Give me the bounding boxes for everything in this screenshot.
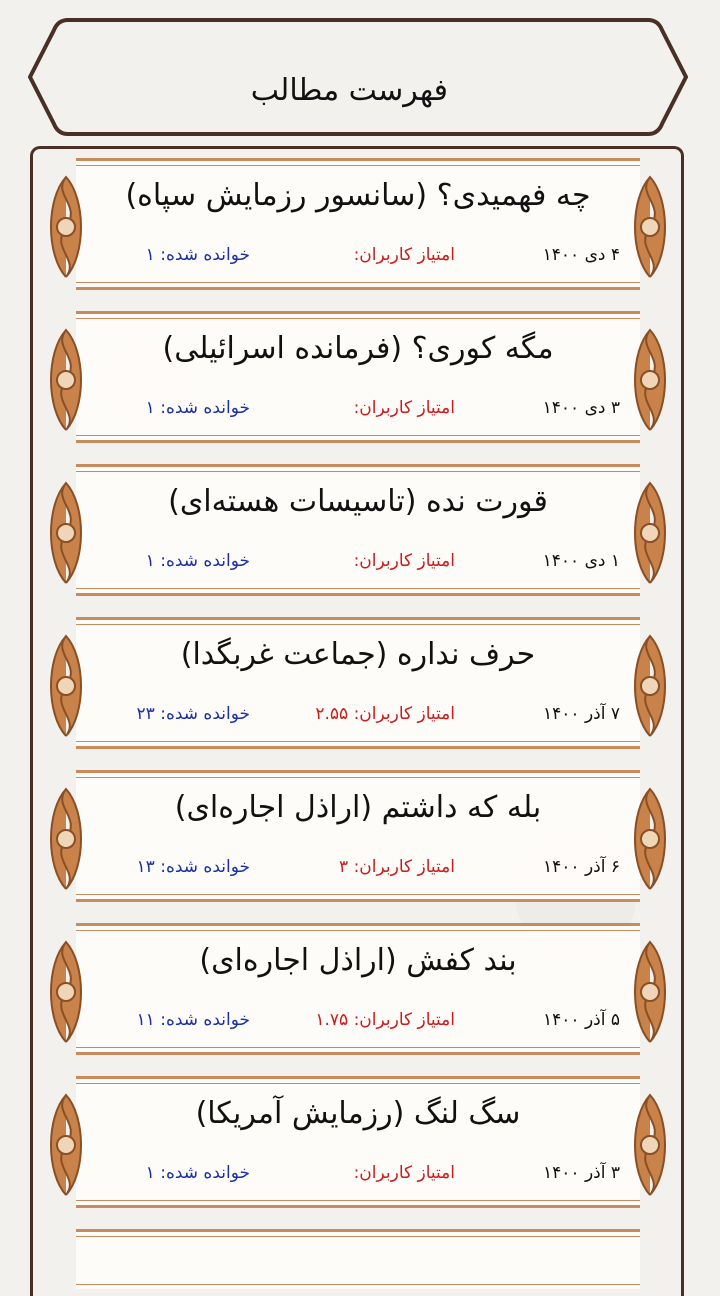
article-date: ۳ آذر ۱۴۰۰ [543, 1163, 620, 1183]
article-date: ۳ دی ۱۴۰۰ [542, 398, 620, 418]
article-views: خوانده شده: ۱ [145, 398, 250, 418]
article-date: ۴ دی ۱۴۰۰ [542, 245, 620, 265]
article-views: خوانده شده: ۱ [145, 245, 250, 265]
article-title: مگه کوری؟ (فرمانده اسرائیلی) [162, 331, 554, 366]
article-views: خوانده شده: ۱۳ [136, 857, 250, 877]
article-rating: امتیاز کاربران: [353, 551, 455, 571]
article-date: ۱ دی ۱۴۰۰ [542, 551, 620, 571]
article-date: ۵ آذر ۱۴۰۰ [543, 1010, 620, 1030]
article-title: چه فهمیدی؟ (سانسور رزمایش سپاه) [125, 178, 591, 213]
title-bar [28, 18, 688, 136]
list-item[interactable] [76, 464, 640, 596]
article-views: خوانده شده: ۱ [145, 551, 250, 571]
article-title: بله که داشتم (اراذل اجاره‌ای) [174, 790, 542, 825]
article-views: خوانده شده: ۲۳ [136, 704, 250, 724]
list-item[interactable] [76, 1076, 640, 1208]
list-item[interactable] [76, 1229, 640, 1289]
article-rating: امتیاز کاربران: ۲.۵۵ [315, 704, 455, 724]
article-title: قورت نده (تاسیسات هسته‌ای) [168, 484, 548, 519]
article-rating: امتیاز کاربران: ۳ [339, 857, 455, 877]
article-date: ۶ آذر ۱۴۰۰ [543, 857, 620, 877]
article-date: ۷ آذر ۱۴۰۰ [543, 704, 620, 724]
list-item[interactable] [76, 617, 640, 749]
list-item[interactable] [76, 923, 640, 1055]
article-title: حرف نداره (جماعت غربگدا) [180, 637, 536, 672]
list-item[interactable] [76, 311, 640, 443]
article-title: سگ لنگ (رزمایش آمریکا) [195, 1096, 521, 1131]
article-rating: امتیاز کاربران: [353, 245, 455, 265]
article-rating: امتیاز کاربران: [353, 398, 455, 418]
list-item[interactable] [76, 158, 640, 290]
article-rating: امتیاز کاربران: [353, 1163, 455, 1183]
article-title: بند کفش (اراذل اجاره‌ای) [199, 943, 517, 978]
article-views: خوانده شده: ۱۱ [136, 1010, 250, 1030]
article-rating: امتیاز کاربران: ۱.۷۵ [315, 1010, 455, 1030]
page-title: فهرست مطالب [250, 73, 448, 108]
article-views: خوانده شده: ۱ [145, 1163, 250, 1183]
list-item[interactable] [76, 770, 640, 902]
